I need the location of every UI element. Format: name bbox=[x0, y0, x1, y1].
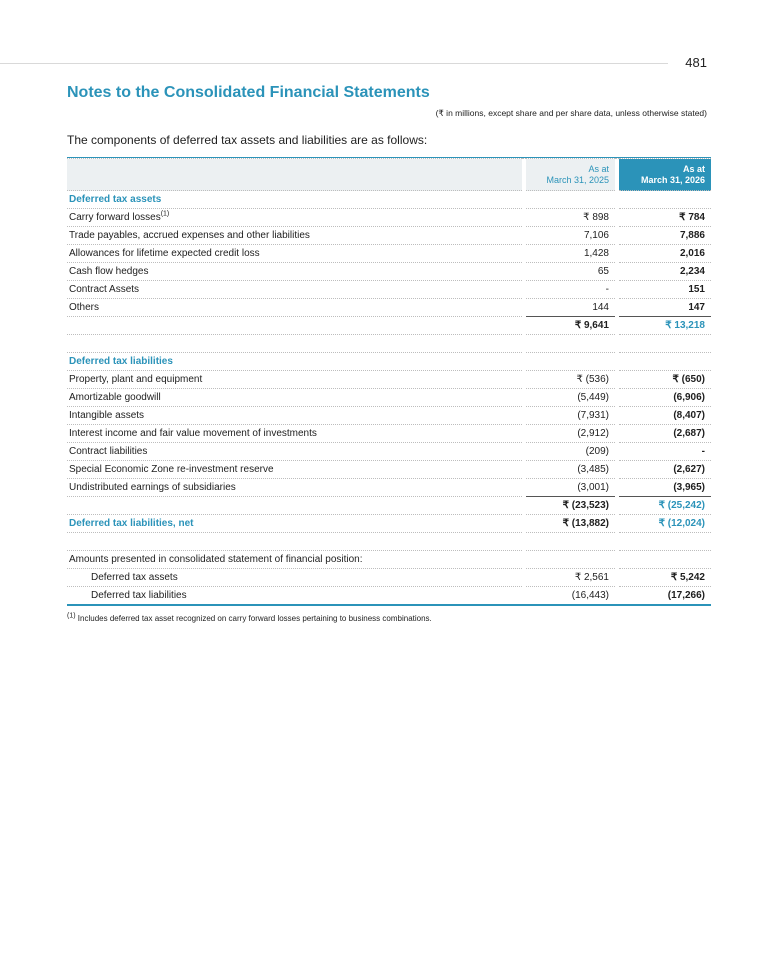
net-2025: ₹ (13,882) bbox=[526, 515, 615, 533]
table-row bbox=[67, 227, 711, 245]
page-title: Notes to the Consolidated Financial Statements bbox=[67, 84, 430, 101]
presented-heading-row bbox=[67, 551, 711, 569]
value-2025: 1,428 bbox=[526, 245, 615, 263]
row-label: Trade payables, accrued expenses and other liabilities bbox=[67, 227, 522, 245]
intro-text: The components of deferred tax assets and liabilities are as follows: bbox=[67, 133, 428, 147]
row-label: Deferred tax liabilities bbox=[67, 587, 522, 606]
table-row bbox=[67, 389, 711, 407]
total-2025: ₹ (23,523) bbox=[526, 497, 615, 515]
col-2025-line2: March 31, 2025 bbox=[546, 174, 609, 185]
row-label: Special Economic Zone re-investment reserve bbox=[67, 461, 522, 479]
net-label: Deferred tax liabilities, net bbox=[67, 515, 522, 533]
col-2026-line1: As at bbox=[682, 163, 705, 174]
table-row bbox=[67, 461, 711, 479]
row-label: Intangible assets bbox=[67, 407, 522, 425]
table-row bbox=[67, 407, 711, 425]
deferred-tax-table bbox=[67, 157, 711, 606]
row-label: Interest income and fair value movement of investments bbox=[67, 425, 522, 443]
header-col-2025 bbox=[526, 159, 615, 191]
value-2026: (2,687) bbox=[619, 425, 711, 443]
value-2026: 2,234 bbox=[619, 263, 711, 281]
assets-total-row bbox=[67, 317, 711, 335]
section-heading-row bbox=[67, 353, 711, 371]
value-2025: ₹ (536) bbox=[526, 371, 615, 389]
value-2026: - bbox=[619, 443, 711, 461]
value-2026: 2,016 bbox=[619, 245, 711, 263]
value-2026: 7,886 bbox=[619, 227, 711, 245]
value-2025: (2,912) bbox=[526, 425, 615, 443]
value-2026: ₹ 5,242 bbox=[619, 569, 711, 587]
value-2025: 144 bbox=[526, 299, 615, 317]
header-rule bbox=[0, 63, 668, 64]
value-2026: (8,407) bbox=[619, 407, 711, 425]
value-2025: ₹ 898 bbox=[526, 209, 615, 227]
presented-heading: Amounts presented in consolidated statement of financial position: bbox=[67, 551, 522, 569]
table-row bbox=[67, 587, 711, 606]
footnote-marker: (1) bbox=[67, 612, 76, 620]
value-2025: (3,485) bbox=[526, 461, 615, 479]
col-2026-line2: March 31, 2026 bbox=[640, 174, 705, 185]
value-2026: 147 bbox=[619, 299, 711, 317]
row-label: Others bbox=[67, 299, 522, 317]
value-2026: (2,627) bbox=[619, 461, 711, 479]
table-row bbox=[67, 281, 711, 299]
table-row bbox=[67, 371, 711, 389]
table-row bbox=[67, 569, 711, 587]
value-2026: (3,965) bbox=[619, 479, 711, 497]
col-2025-line1: As at bbox=[588, 163, 609, 174]
spacer-row bbox=[67, 533, 711, 551]
row-label: Undistributed earnings of subsidiaries bbox=[67, 479, 522, 497]
total-2026: ₹ 13,218 bbox=[619, 317, 711, 335]
row-label: Property, plant and equipment bbox=[67, 371, 522, 389]
footnote-text: Includes deferred tax asset recognized on carry forward losses pertaining to business combinations. bbox=[77, 614, 432, 623]
value-2025: (16,443) bbox=[526, 587, 615, 606]
header-col-2026 bbox=[619, 159, 711, 191]
row-label: Cash flow hedges bbox=[67, 263, 522, 281]
value-2026: (6,906) bbox=[619, 389, 711, 407]
header-label-cell bbox=[67, 159, 522, 191]
units-note: (₹ in millions, except share and per share data, unless otherwise stated) bbox=[435, 108, 707, 118]
total-label-empty bbox=[67, 317, 522, 335]
value-2025: ₹ 2,561 bbox=[526, 569, 615, 587]
total-2025: ₹ 9,641 bbox=[526, 317, 615, 335]
value-2025: (209) bbox=[526, 443, 615, 461]
net-row bbox=[67, 515, 711, 533]
value-2025: 7,106 bbox=[526, 227, 615, 245]
spacer-row bbox=[67, 335, 711, 353]
value-2025: (7,931) bbox=[526, 407, 615, 425]
footnote bbox=[67, 614, 432, 623]
assets-heading: Deferred tax assets bbox=[67, 191, 522, 209]
table-row bbox=[67, 299, 711, 317]
value-2025: (3,001) bbox=[526, 479, 615, 497]
value-2026: (17,266) bbox=[619, 587, 711, 606]
table-header-row bbox=[67, 159, 711, 191]
section-heading-row bbox=[67, 191, 711, 209]
table-row bbox=[67, 443, 711, 461]
page-number: 481 bbox=[685, 55, 707, 70]
value-2025: - bbox=[526, 281, 615, 299]
total-2026: ₹ (25,242) bbox=[619, 497, 711, 515]
value-2025: (5,449) bbox=[526, 389, 615, 407]
total-label-empty bbox=[67, 497, 522, 515]
footnote-ref: (1) bbox=[160, 210, 170, 218]
row-label: Contract Assets bbox=[67, 281, 522, 299]
net-2026: ₹ (12,024) bbox=[619, 515, 711, 533]
liabilities-total-row bbox=[67, 497, 711, 515]
row-label: Deferred tax assets bbox=[67, 569, 522, 587]
table-row bbox=[67, 209, 711, 227]
row-label: Allowances for lifetime expected credit loss bbox=[67, 245, 522, 263]
table-row bbox=[67, 245, 711, 263]
row-label: Contract liabilities bbox=[67, 443, 522, 461]
table-row bbox=[67, 263, 711, 281]
table-row bbox=[67, 479, 711, 497]
row-label: Amortizable goodwill bbox=[67, 389, 522, 407]
value-2026: ₹ (650) bbox=[619, 371, 711, 389]
table-row bbox=[67, 425, 711, 443]
row-label: Carry forward losses$^{(1)}$ bbox=[67, 209, 522, 227]
liabilities-heading: Deferred tax liabilities bbox=[67, 353, 522, 371]
value-2026: 151 bbox=[619, 281, 711, 299]
value-2026: ₹ 784 bbox=[619, 209, 711, 227]
value-2025: 65 bbox=[526, 263, 615, 281]
